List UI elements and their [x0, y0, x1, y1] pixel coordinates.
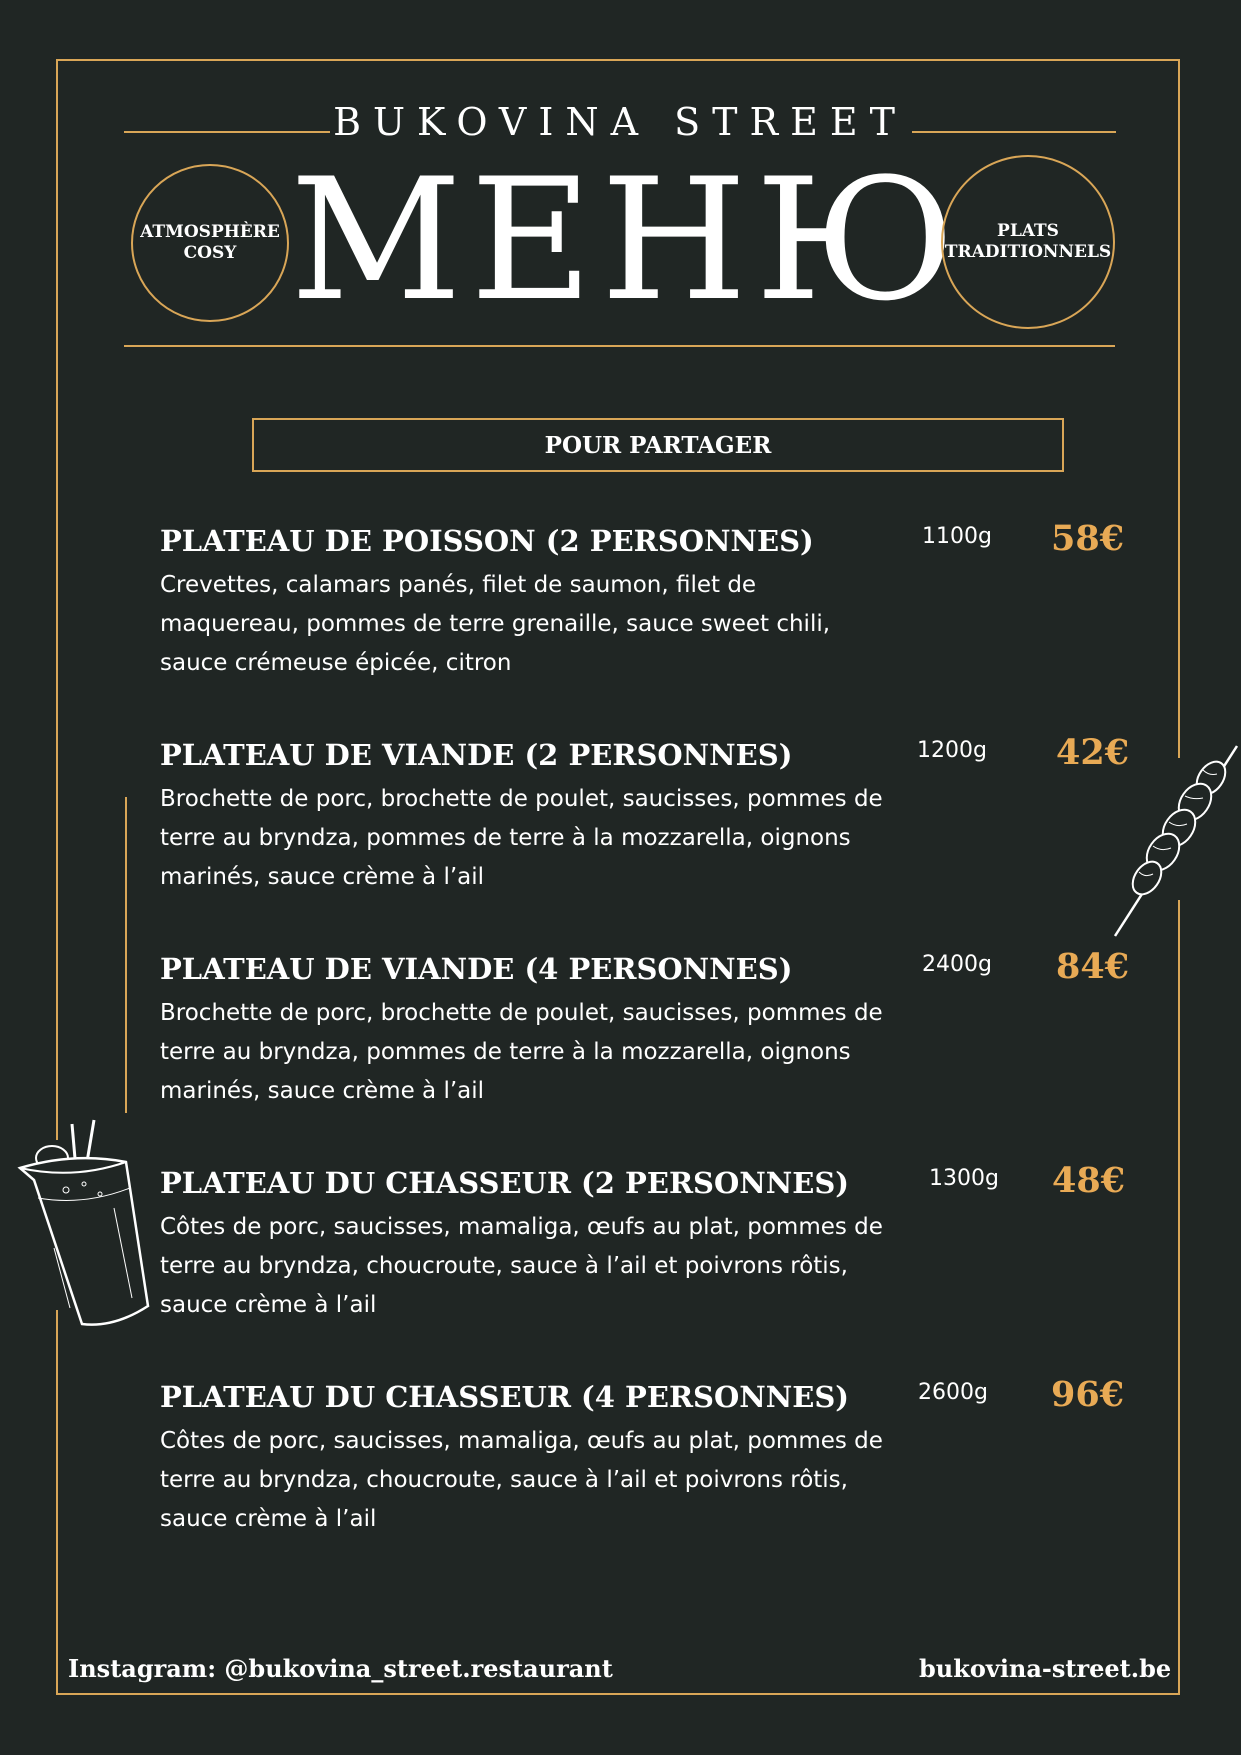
item-name: PLATEAU DE POISSON (2 PERSONNES): [160, 524, 814, 558]
item-name: PLATEAU DU CHASSEUR (4 PERSONNES): [160, 1380, 850, 1414]
item-description: Brochette de porc, brochette de poulet, saucisses, pommes de terre au bryndza, pommes de terre à la mozzarella, oignons marinés, sauce crème à l’ail: [160, 786, 883, 890]
item-name: PLATEAU DU CHASSEUR (2 PERSONNES): [160, 1166, 850, 1200]
item-description: Côtes de porc, saucisses, mamaliga, œufs au plat, pommes de terre au bryndza, choucroute, sauce à l’ail et poivrons rôtis, sauce crème à l’ail: [160, 1428, 883, 1532]
skewer-illustration-icon: [1105, 740, 1241, 940]
badge-label: ATMOSPHÈRE COSY: [140, 222, 280, 263]
item-description: Crevettes, calamars panés, filet de saumon, filet de maquereau, pommes de terre grenaille, sauce sweet chili, sauce crémeuse épicée, citron: [160, 572, 831, 676]
item-weight: 1100g: [922, 524, 992, 549]
item-price: 96€: [1051, 1374, 1125, 1415]
item-name: PLATEAU DE VIANDE (2 PERSONNES): [160, 738, 793, 772]
instagram-handle: Instagram: @bukovina_street.restaurant: [68, 1654, 613, 1683]
item-description: Côtes de porc, saucisses, mamaliga, œufs au plat, pommes de terre au bryndza, choucroute, sauce à l’ail et poivrons rôtis, sauce crème à l’ail: [160, 1214, 883, 1318]
item-description: Brochette de porc, brochette de poulet, saucisses, pommes de terre au bryndza, pommes de terre à la mozzarella, oignons marinés, sauce crème à l’ail: [160, 1000, 883, 1104]
item-weight: 1300g: [929, 1166, 999, 1191]
item-weight: 2400g: [922, 952, 992, 977]
header-divider-bottom: [124, 345, 1115, 347]
item-weight: 1200g: [917, 738, 987, 763]
item-weight: 2600g: [918, 1380, 988, 1405]
badge-traditional: [941, 155, 1115, 329]
section-title-box: [252, 418, 1064, 472]
badge-atmosphere: [131, 164, 289, 322]
brand-name: BUKOVINA STREET: [333, 100, 907, 144]
header-divider-left: [124, 131, 330, 133]
item-name: PLATEAU DE VIANDE (4 PERSONNES): [160, 952, 793, 986]
page-title: МЕНЮ: [290, 142, 964, 338]
decorative-vertical-line: [125, 797, 127, 1113]
cocktail-glass-illustration-icon: [14, 1118, 154, 1330]
badge-label: PLATS TRADITIONNELS: [944, 221, 1112, 262]
item-price: 58€: [1051, 518, 1125, 559]
header-divider-right: [912, 131, 1116, 133]
item-price: 84€: [1056, 946, 1130, 987]
section-title: POUR PARTAGER: [544, 431, 772, 459]
item-price: 42€: [1056, 732, 1130, 773]
website-url: bukovina-street.be: [919, 1654, 1172, 1683]
item-price: 48€: [1052, 1160, 1126, 1201]
